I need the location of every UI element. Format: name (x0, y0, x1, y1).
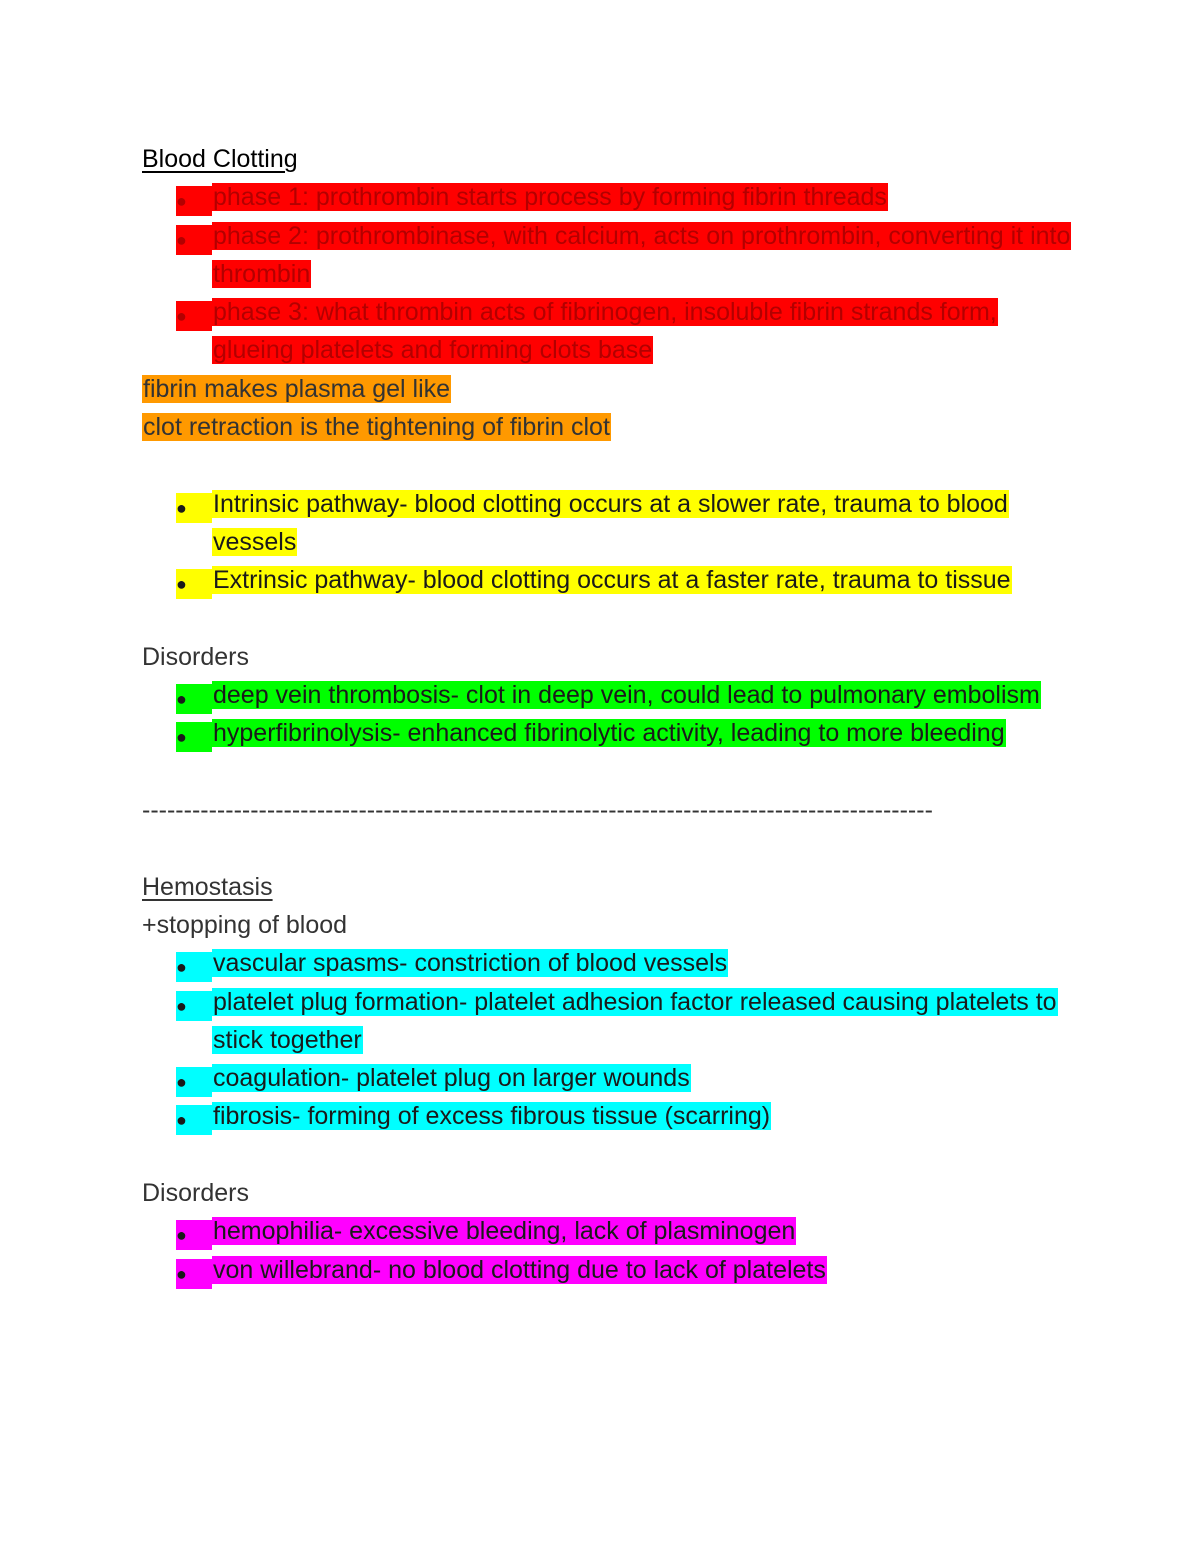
blank-line (142, 1136, 1062, 1174)
bullet-icon: ● (176, 301, 212, 331)
bullet-icon: ● (176, 225, 212, 255)
coagulation-text: coagulation- platelet plug on larger wounds (213, 1064, 690, 1093)
list-item (142, 944, 1082, 982)
extrinsic-pathway-text: Extrinsic pathway- blood clotting occurs at a faster rate, trauma to tissue (213, 566, 1011, 595)
platelet-plug-text: platelet plug formation- platelet adhesion factor released causing platelets to stick together (213, 987, 1057, 1054)
bullet-icon: ● (176, 991, 212, 1021)
blank-line (142, 446, 1062, 484)
bullet-icon: ● (176, 952, 212, 982)
vascular-spasms-text: vascular spasms- constriction of blood vessels (213, 949, 728, 978)
list-item (142, 983, 1082, 1060)
bullet-icon: ● (176, 569, 212, 599)
bullet-icon: ● (176, 1259, 212, 1289)
phase-2-text: phase 2: prothrombinase, with calcium, acts on prothrombin, converting it into thrombin (213, 221, 1071, 288)
phase-1-text: phase 1: prothrombin starts process by forming fibrin threads (213, 183, 887, 212)
bullet-icon: ● (176, 186, 212, 216)
intrinsic-pathway-text: Intrinsic pathway- blood clotting occurs at a slower rate, trauma to blood vessels (213, 489, 1008, 556)
list-item (142, 293, 1082, 370)
bullet-icon: ● (176, 1067, 212, 1097)
section-separator: ----------------------------------------------------------------------------------------------- (142, 796, 933, 825)
bullet-icon: ● (176, 1220, 212, 1250)
list-item (142, 217, 1082, 294)
note-clot-retraction: clot retraction is the tightening of fibrin clot (143, 413, 610, 442)
clotting-disorders-heading: Disorders (142, 642, 249, 671)
dvt-text: deep vein thrombosis- clot in deep vein, could lead to pulmonary embolism (213, 681, 1040, 710)
blank-line (142, 600, 1062, 638)
note-fibrin-gel: fibrin makes plasma gel like (143, 374, 451, 403)
list-item (142, 1251, 1082, 1289)
bullet-icon: ● (176, 1105, 212, 1135)
blood-clotting-heading: Blood Clotting (142, 145, 298, 173)
bullet-icon: ● (176, 722, 212, 752)
list-item (142, 676, 1082, 714)
list-item (142, 1212, 1082, 1250)
hemophilia-text: hemophilia- excessive bleeding, lack of plasminogen (213, 1217, 796, 1246)
list-item (142, 561, 1082, 599)
list-item (142, 1059, 1082, 1097)
hyperfibrinolysis-text: hyperfibrinolysis- enhanced fibrinolytic activity, leading to more bleeding (213, 719, 1005, 748)
bullet-icon: ● (176, 493, 212, 523)
blank-line (142, 829, 1062, 867)
blank-line (142, 753, 1062, 791)
phase-3-text: phase 3: what thrombin acts of fibrinogen, insoluble fibrin strands form, glueing platelets and forming clots base (213, 298, 997, 365)
von-willebrand-text: von willebrand- no blood clotting due to lack of platelets (213, 1255, 826, 1284)
list-item (142, 485, 1082, 562)
list-item (142, 1097, 1082, 1135)
fibrosis-text: fibrosis- forming of excess fibrous tissue (scarring) (213, 1102, 771, 1131)
list-item (142, 714, 1082, 752)
bullet-icon: ● (176, 684, 212, 714)
hemostasis-subtitle: +stopping of blood (142, 910, 348, 939)
hemostasis-heading: Hemostasis (142, 872, 273, 901)
hemostasis-disorders-heading: Disorders (142, 1179, 249, 1208)
list-item (142, 178, 1082, 216)
document-page (142, 140, 1071, 1289)
